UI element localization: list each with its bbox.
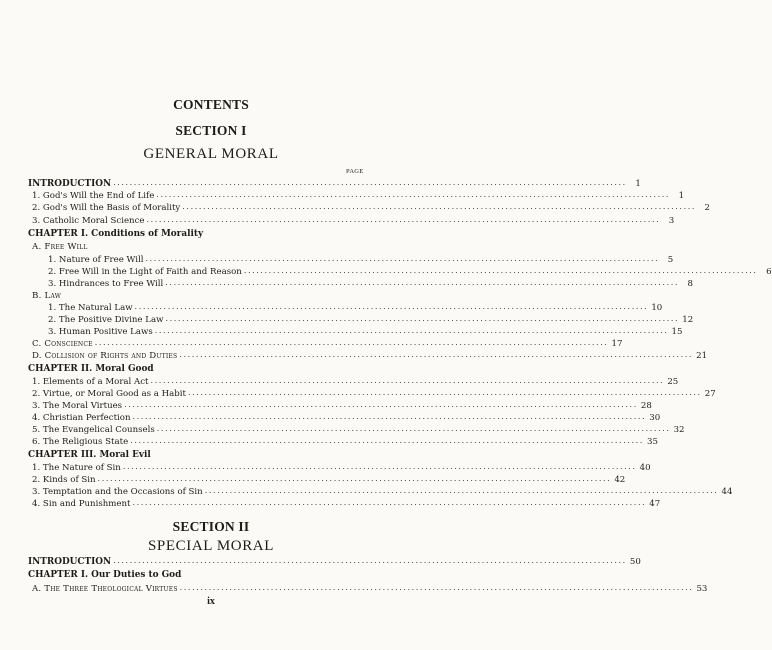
dot-leader: ............................................................................................................................ [150,376,665,385]
dot-leader: ............................................................................................................................ [113,178,627,187]
toc-page-number: 32 [673,425,685,435]
section-2-title: SPECIAL MORAL [147,538,274,554]
toc-page-number: 6 [766,267,772,277]
toc-entry-label: 1. God's Will the End of Life [32,191,155,201]
toc-page-number: 21 [696,351,708,361]
chapter-heading[interactable]: CHAPTER I. Our Duties to God [28,570,182,580]
toc-entry-label: D. Collision of Rights and Duties [32,351,178,361]
dot-leader: ............................................................................................................................ [124,400,638,409]
toc-entry-label: 2. God's Will the Basis of Morality [32,203,181,213]
toc-entry-label: 6. The Religious State [32,437,129,447]
toc-entry-label: 1. Elements of a Moral Act [32,377,149,387]
dot-leader: ............................................................................................................................ [145,254,660,263]
dot-leader: ............................................................................................................................ [204,486,719,495]
toc-page-number: 47 [649,499,661,509]
toc-page-number: 17 [611,339,623,349]
toc-row-introduction[interactable] [28,178,641,189]
toc-page-number: 8 [687,279,694,289]
toc-row[interactable] [48,314,694,325]
toc-entry-label: 3. The Moral Virtues [32,401,123,411]
chapter-heading[interactable]: CHAPTER II. Moral Good [28,364,154,374]
toc-entry-label: INTRODUCTION [28,557,112,567]
toc-row[interactable] [32,215,675,226]
toc-page-number: 27 [704,389,716,399]
dot-leader: ............................................................................................................................ [179,350,694,359]
toc-entry-label: 2. Virtue, or Moral Good as a Habit [32,389,186,399]
toc-row[interactable] [48,254,674,265]
section-1-title: GENERAL MORAL [143,146,279,162]
dot-leader: ............................................................................................................................ [94,338,609,347]
chapter-heading[interactable]: CHAPTER III. Moral Evil [28,450,151,460]
toc-entry-label: 1. Nature of Free Will [48,255,144,265]
toc-entry-label: 5. The Evangelical Counsels [32,425,155,435]
section-1-heading: SECTION I [175,123,247,138]
dot-leader: ............................................................................................................................ [156,424,671,433]
subsection-heading[interactable]: B. Law [32,291,62,301]
dot-leader: ............................................................................................................................ [182,202,697,211]
toc-row[interactable] [48,266,772,277]
dot-leader: ............................................................................................................................ [179,583,694,592]
toc-page-number: 10 [651,303,663,313]
toc-page-number: 15 [671,327,683,337]
toc-entry-label: 1. The Natural Law [48,303,133,313]
toc-entry-label: 3. Temptation and the Occasions of Sin [32,487,203,497]
toc-row[interactable] [32,400,652,411]
toc-page-number: 42 [614,475,626,485]
toc-entry-label: 4. Sin and Punishment [32,499,131,509]
dot-leader: ............................................................................................................................ [97,474,612,483]
toc-entry-label: 3. Hindrances to Free Will [48,279,164,289]
toc-entry-label: 2. Free Will in the Light of Faith and Reason [48,267,242,277]
toc-row[interactable] [48,278,694,289]
toc-row[interactable] [32,462,651,473]
toc-page-number: 53 [696,584,708,594]
toc-row[interactable] [32,498,661,509]
dot-leader: ............................................................................................................................ [113,556,627,565]
toc-row[interactable] [32,338,623,349]
toc-entry-label: 1. The Nature of Sin [32,463,121,473]
dot-leader: ............................................................................................................................ [122,462,637,471]
dot-leader: ............................................................................................................................ [132,498,647,507]
toc-row[interactable] [32,190,685,201]
toc-row[interactable] [32,376,679,387]
toc-entry-label: 2. Kinds of Sin [32,475,96,485]
toc-page-number: 5 [667,255,674,265]
dot-leader: ............................................................................................................................ [130,436,644,445]
dot-leader: ............................................................................................................................ [146,215,661,224]
toc-row[interactable] [32,486,733,497]
dot-leader: ............................................................................................................................ [132,412,647,421]
toc-page-number: 40 [639,463,651,473]
toc-entry-label: 3. Catholic Moral Science [32,216,145,226]
toc-page-number: 50 [629,557,641,567]
toc-entry-label: 4. Christian Perfection [32,413,131,423]
toc-page-number: 28 [640,401,652,411]
section-2-heading: SECTION II [172,519,250,534]
toc-page-number: 2 [704,203,711,213]
toc-row[interactable] [32,350,708,361]
page-folio: ix [207,596,215,607]
toc-row[interactable] [48,302,663,313]
toc-page-number: 44 [721,487,733,497]
page-column-label: PAGE [346,168,364,175]
toc-page-number: 35 [646,437,658,447]
dot-leader: ............................................................................................................................ [187,388,702,397]
toc-page-number: 30 [649,413,661,423]
toc-row-introduction[interactable] [28,556,641,567]
chapter-heading[interactable]: CHAPTER I. Conditions of Morality [28,229,204,239]
toc-row[interactable] [32,388,716,399]
toc-row[interactable] [32,412,661,423]
contents-heading: CONTENTS [173,97,249,112]
toc-row[interactable] [32,436,658,447]
toc-page-number: 1 [678,191,685,201]
toc-page-number: 1 [635,179,641,189]
dot-leader: ............................................................................................................................ [165,314,680,323]
toc-row[interactable] [32,583,708,594]
dot-leader: ............................................................................................................................ [165,278,680,287]
dot-leader: ............................................................................................................................ [134,302,649,311]
toc-entry-label: INTRODUCTION [28,179,112,189]
toc-row[interactable] [32,202,711,213]
toc-entry-label: 3. Human Positive Laws [48,327,153,337]
toc-row[interactable] [48,326,683,337]
dot-leader: ............................................................................................................................ [154,326,669,335]
toc-page-number: 12 [682,315,694,325]
dot-leader: ............................................................................................................................ [156,190,671,199]
toc-page-number: 25 [667,377,679,387]
toc-entry-label: A. The Three Theological Virtues [32,584,178,594]
dot-leader: ............................................................................................................................ [243,266,758,275]
toc-row[interactable] [32,474,626,485]
toc-page-number: 3 [668,216,675,226]
toc-row[interactable] [32,424,685,435]
toc-entry-label: C. Conscience [32,339,93,349]
subsection-heading[interactable]: A. Free Will [32,242,88,252]
toc-entry-label: 2. The Positive Divine Law [48,315,164,325]
